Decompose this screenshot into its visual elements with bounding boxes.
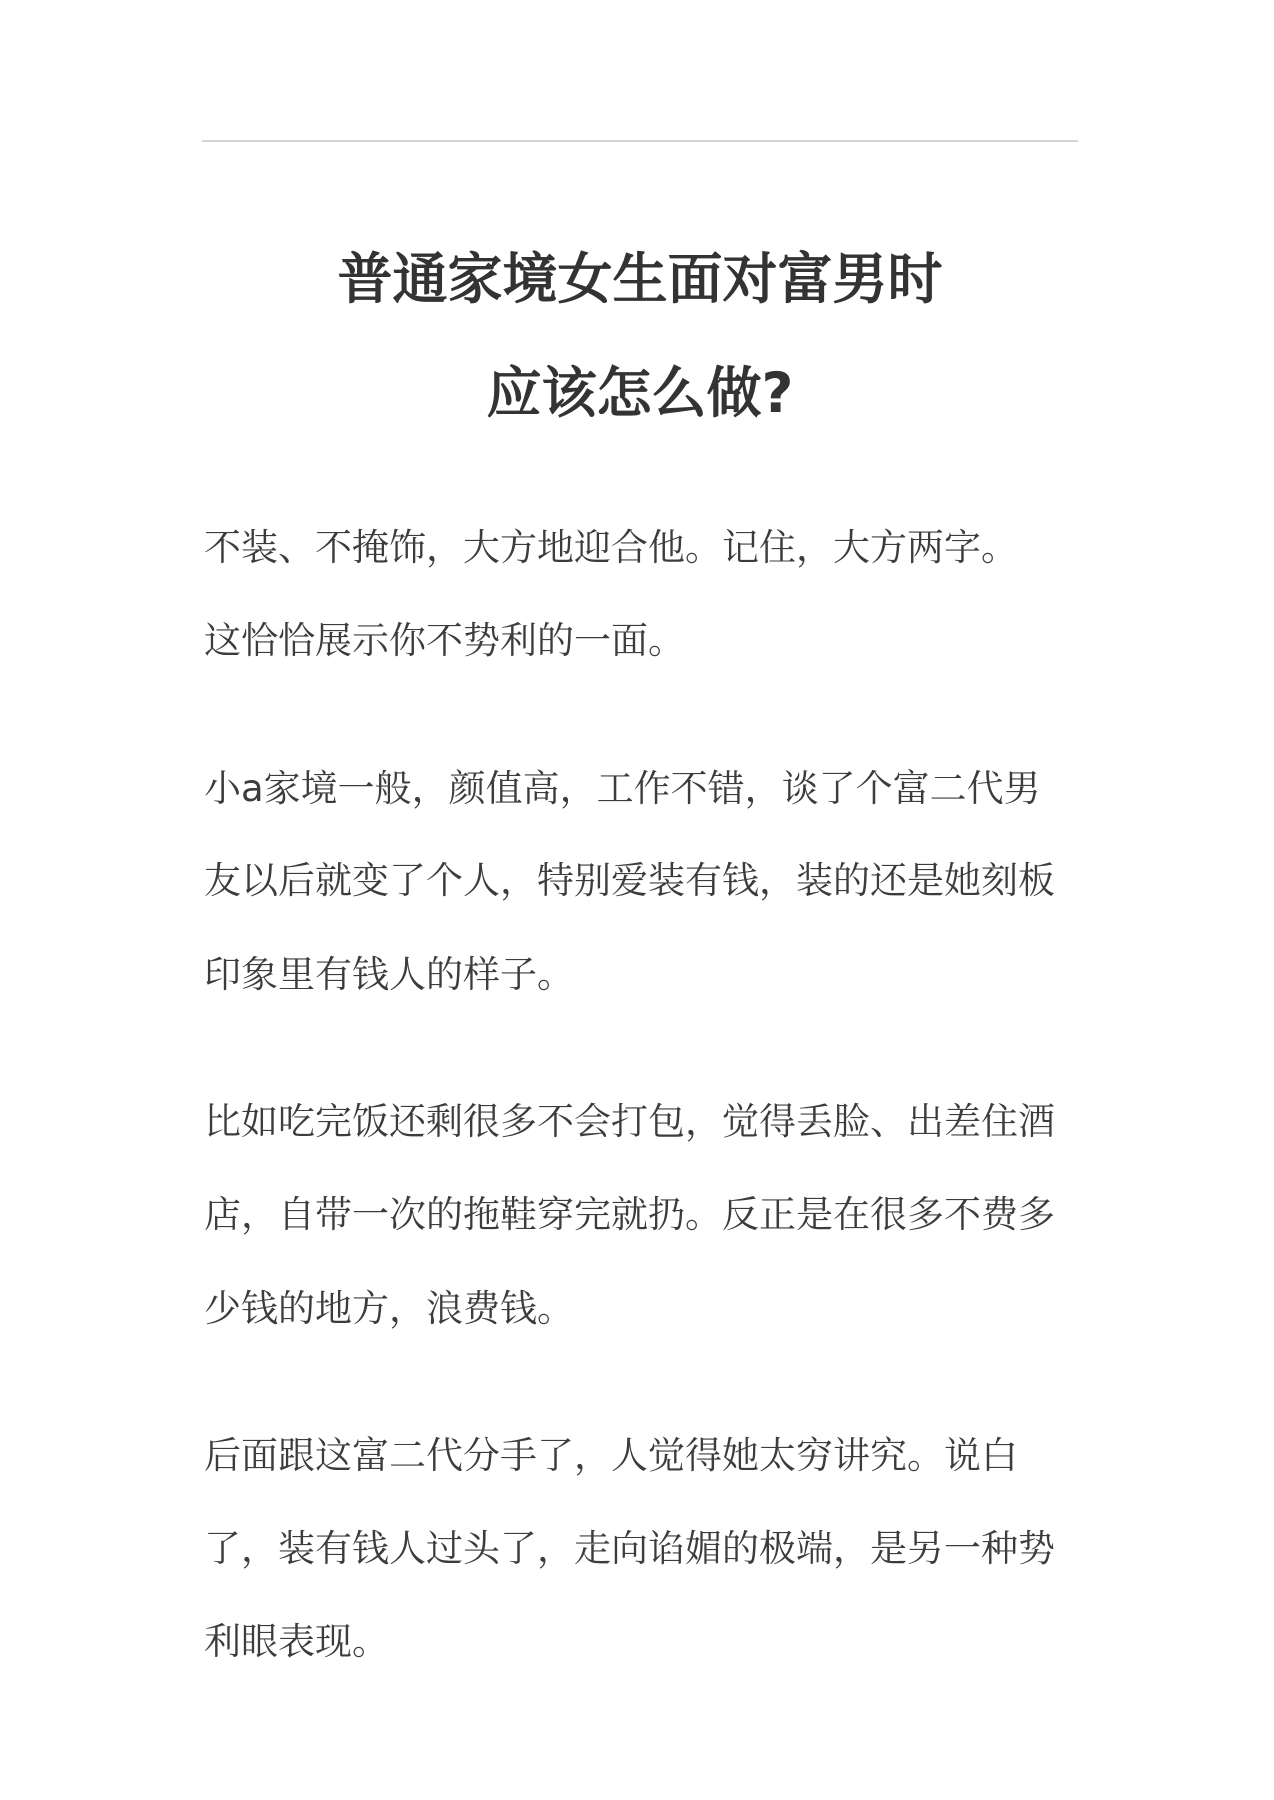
top-divider bbox=[202, 140, 1078, 142]
paragraph-line: 印象里有钱人的样子。 bbox=[204, 953, 574, 996]
paragraph-line: 了，装有钱人过头了，走向谄媚的极端，是另一种势 bbox=[204, 1527, 1055, 1570]
paragraph-line: 友以后就变了个人，特别爱装有钱，装的还是她刻板 bbox=[204, 859, 1055, 902]
paragraph-line: 店，自带一次的拖鞋穿完就扔。反正是在很多不费多 bbox=[204, 1193, 1055, 1236]
paragraph-line: 不装、不掩饰，大方地迎合他。记住，大方两字。 bbox=[204, 526, 1018, 569]
paragraph-line: 小a家境一般，颜值高，工作不错，谈了个富二代男 bbox=[204, 767, 1041, 810]
paragraph-line: 这恰恰展示你不势利的一面。 bbox=[204, 619, 685, 662]
article-title-line-1: 普通家境女生面对富男时 bbox=[337, 247, 943, 311]
paragraph-line: 比如吃完饭还剩很多不会打包，觉得丢脸、出差住酒 bbox=[204, 1100, 1055, 1143]
paragraph-line: 利眼表现。 bbox=[204, 1620, 389, 1663]
paragraph-line: 少钱的地方，浪费钱。 bbox=[204, 1287, 574, 1330]
article-title-line-2: 应该怎么做? bbox=[486, 361, 794, 425]
paragraph-line: 后面跟这富二代分手了，人觉得她太穷讲究。说白 bbox=[204, 1434, 1018, 1477]
